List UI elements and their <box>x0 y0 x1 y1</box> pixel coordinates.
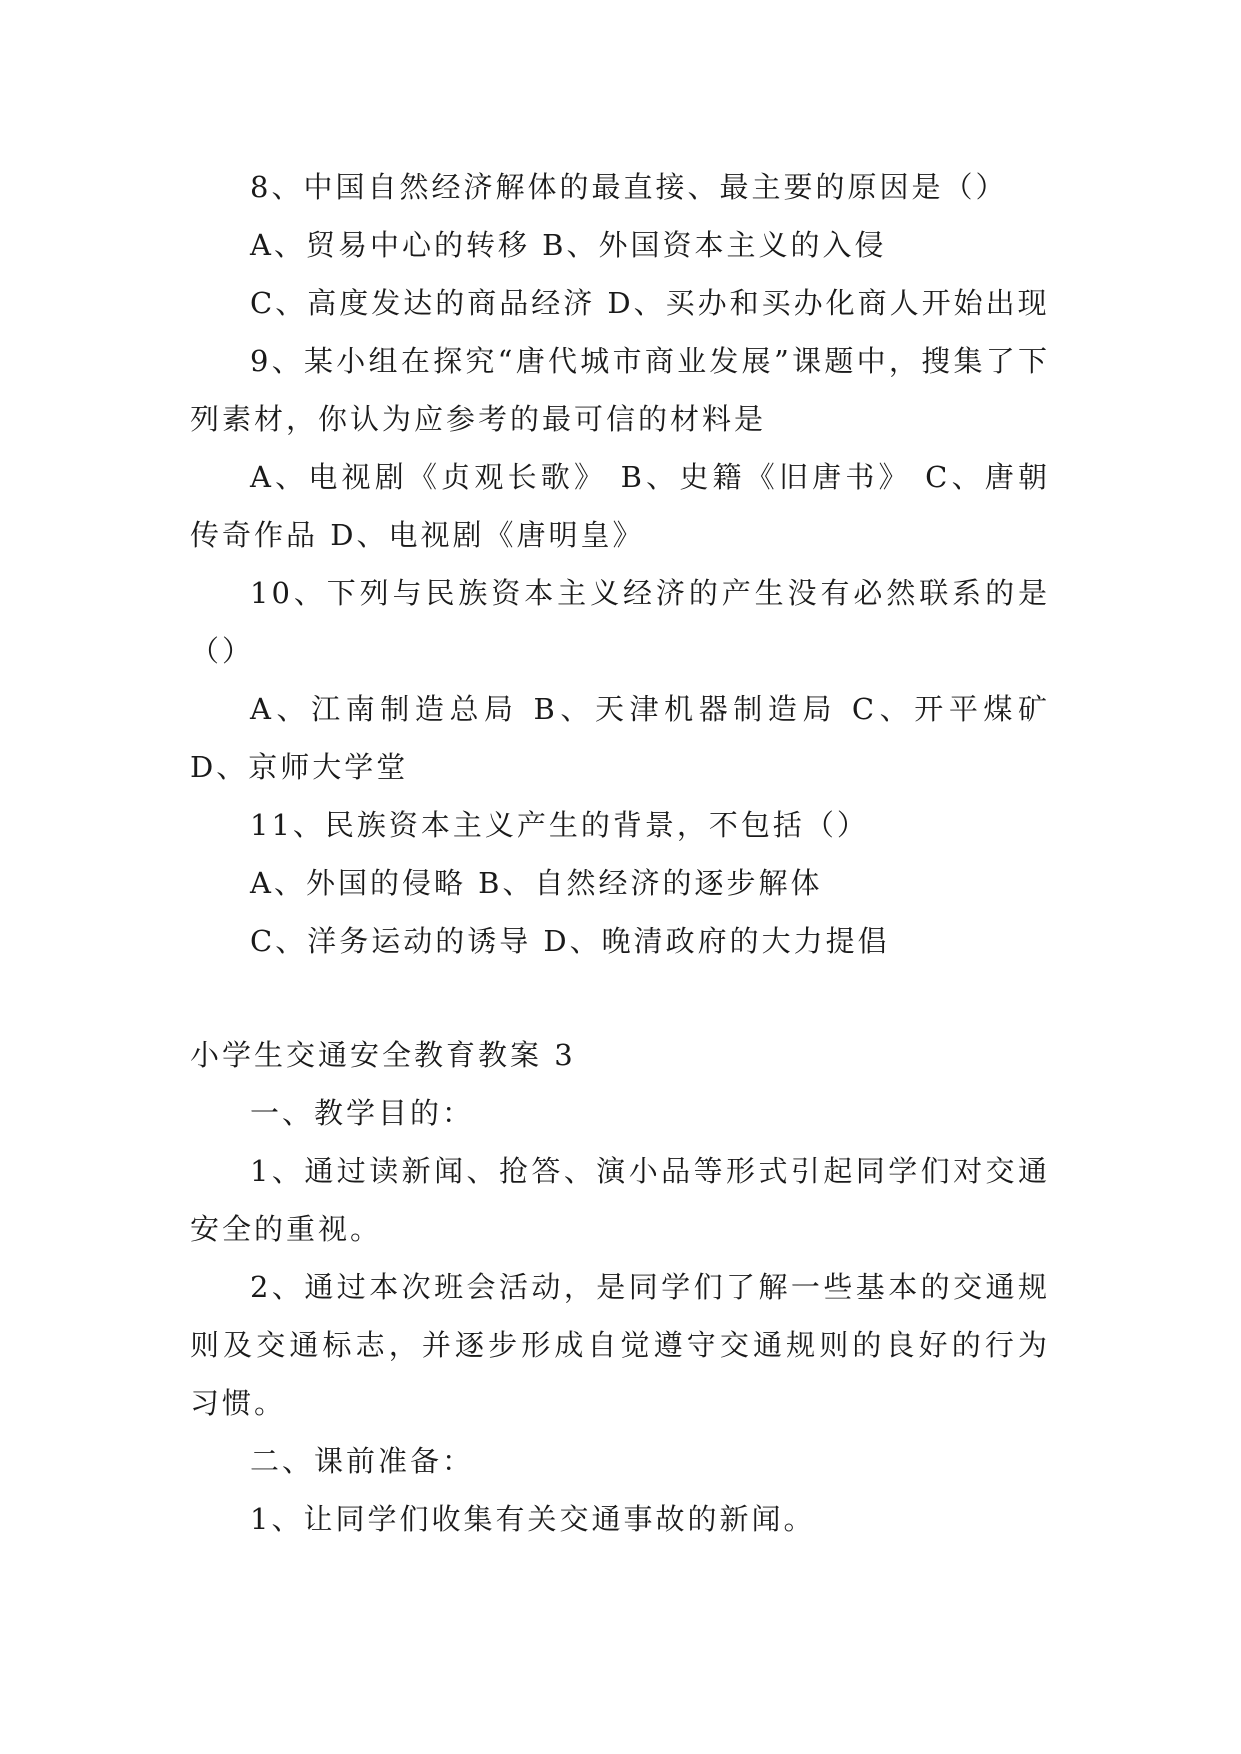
question-11-stem: 11、民族资本主义产生的背景，不包括（） <box>250 808 869 842</box>
question-11-options-ab: A、外国的侵略 B、自然经济的逐步解体 <box>250 866 823 900</box>
question-8-options-cd: C、高度发达的商品经济 D、买办和买办化商人开始出现 <box>250 286 1050 320</box>
question-9-options: A、电视剧《贞观长歌》 B、史籍《旧唐书》 C、唐朝传奇作品 D、电视剧《唐明皇》 <box>190 460 1050 552</box>
question-10-options: A、江南制造总局 B、天津机器制造局 C、开平煤矿 D、京师大学堂 <box>190 692 1050 784</box>
question-11-options-cd: C、洋务运动的诱导 D、晚清政府的大力提倡 <box>250 924 890 958</box>
preparation-item-1: 1、让同学们收集有关交通事故的新闻。 <box>250 1502 816 1536</box>
lesson-plan-title: 小学生交通安全教育教案 3 <box>190 1038 576 1072</box>
goal-item-1: 1、通过读新闻、抢答、演小品等形式引起同学们对交通安全的重视。 <box>190 1154 1050 1246</box>
document-page <box>190 158 1050 1548</box>
question-8-options-ab: A、贸易中心的转移 B、外国资本主义的入侵 <box>250 228 887 262</box>
question-9-stem: 9、某小组在探究“唐代城市商业发展”课题中，搜集了下列素材，你认为应参考的最可信的材料是 <box>190 344 1050 436</box>
goal-item-2: 2、通过本次班会活动，是同学们了解一些基本的交通规则及交通标志，并逐步形成自觉遵守交通规则的良好的行为习惯。 <box>190 1270 1050 1420</box>
question-8-stem: 8、中国自然经济解体的最直接、最主要的原因是（） <box>250 170 1008 204</box>
section-heading-preparation: 二、课前准备： <box>250 1444 475 1478</box>
section-heading-goals: 一、教学目的： <box>250 1096 475 1130</box>
question-10-stem: 10、下列与民族资本主义经济的产生没有必然联系的是（） <box>190 576 1050 668</box>
